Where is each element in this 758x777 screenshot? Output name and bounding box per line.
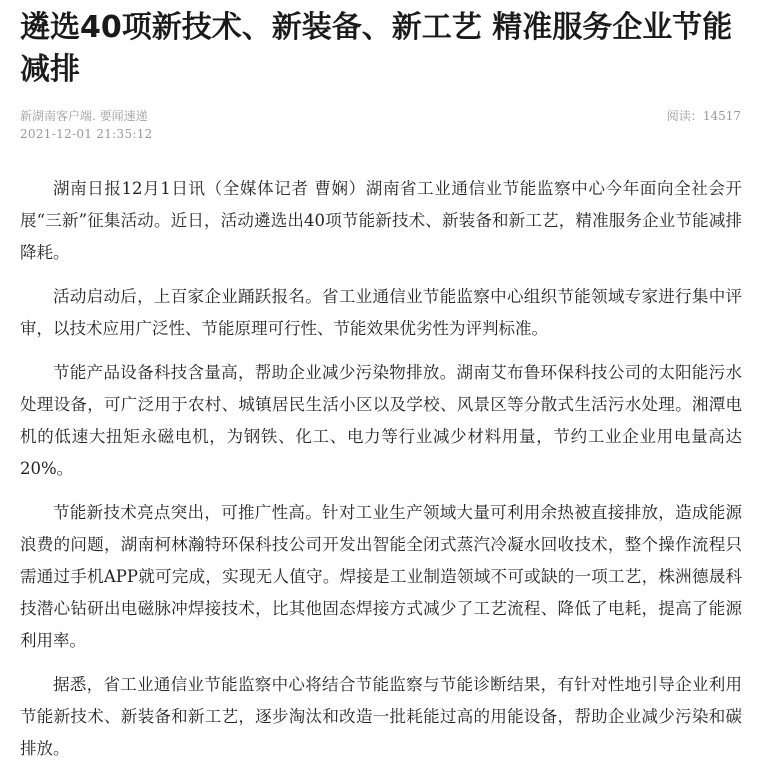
article-source: 新湖南客户端. 要闻速递 (20, 109, 148, 123)
read-count-label: 阅读： (666, 109, 703, 123)
article (20, 0, 742, 777)
article-body (20, 173, 742, 765)
read-count (667, 107, 741, 125)
article-paragraph: 活动启动后，上百家企业踊跃报名。省工业通信业节能监察中心组织节能领域专家进行集中评审，以技术应用广泛性、节能原理可行性、节能效果优劣性为评判标准。 (20, 287, 742, 338)
article-paragraph: 节能新技术亮点突出，可推广性高。针对工业生产领域大量可利用余热被直接排放，造成能源浪费的问题，湖南柯林瀚特环保科技公司开发出智能全闭式蒸汽冷凝水回收技术，整个操作流程只需通过手机APP就可完成，实现无人值守。焊接是工业制造领域不可或缺的一项工艺，株洲德晟科技潜心钻研出电磁脉冲焊接技术，比其他固态焊接方式减少了工艺流程、降低了电耗，提高了能源利用率。 (20, 503, 742, 650)
publish-time: 2021-12-01 21:35:12 (20, 127, 153, 141)
article-meta (20, 107, 742, 143)
article-paragraph: 湖南日报12月1日讯（全媒体记者 曹娴）湖南省工业通信业节能监察中心今年面向全社会开展“三新”征集活动。近日，活动遴选出40项节能新技术、新装备和新工艺，精准服务企业节能减排降耗。 (20, 179, 742, 262)
read-count-value: 14517 (702, 109, 741, 123)
article-paragraph: 据悉，省工业通信业节能监察中心将结合节能监察与节能诊断结果，有针对性地引导企业利用节能新技术、新装备和新工艺，逐步淘汰和改造一批耗能过高的用能设备，帮助企业减少污染和碳排放。 (20, 675, 742, 758)
article-paragraph: 节能产品设备科技含量高，帮助企业减少污染物排放。湖南艾布鲁环保科技公司的太阳能污水处理设备，可广泛用于农村、城镇居民生活小区以及学校、风景区等分散式生活污水处理。湘潭电机的低速大扭矩永磁电机，为钢铁、化工、电力等行业减少材料用量，节约工业企业用电量高达20%。 (20, 363, 742, 478)
article-title: 遴选40项新技术、新装备、新工艺 精准服务企业节能减排 (20, 10, 733, 87)
